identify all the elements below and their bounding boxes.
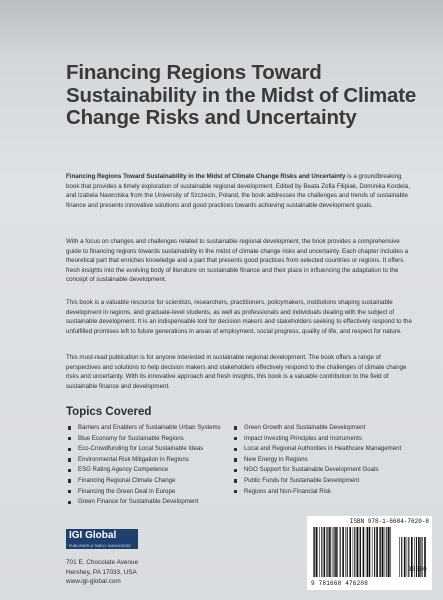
- isbn-label: ISBN 978-1-6684-7620-8: [349, 518, 429, 525]
- barcode-bar: [327, 527, 328, 577]
- barcode-bar: [332, 527, 333, 577]
- barcode-bar: [314, 527, 315, 577]
- topics-list-right: [232, 423, 417, 497]
- barcode-bar: [324, 527, 326, 577]
- barcode-bar: [385, 527, 386, 577]
- topics-list-left: [66, 423, 226, 508]
- barcode-bar: [386, 527, 387, 577]
- topic-item: Financing Regional Climate Change: [66, 476, 226, 487]
- book-title: Financing Regions Toward Sustainability in the Midst of Climate Change Risks and Uncertainty: [66, 61, 417, 129]
- price-code: 90000: [407, 566, 427, 573]
- topic-item: NGO Support for Sustainable Development Goals: [232, 465, 417, 476]
- topic-item: Green Finance for Sustainable Development: [66, 497, 226, 508]
- barcode-bar: [345, 527, 346, 577]
- topic-item: Financing the Green Deal in Europe: [66, 487, 226, 498]
- logo-wordmark: IGI Global: [66, 529, 138, 543]
- barcode-bar: [363, 527, 365, 577]
- barcode-bar: [354, 527, 355, 577]
- topic-item: Public Funds for Sustainable Development: [232, 476, 417, 487]
- barcode-bar: [316, 527, 318, 577]
- barcode-digits: [311, 566, 429, 588]
- barcode-bar: [360, 527, 361, 577]
- publisher-website: www.igi-global.com: [66, 578, 121, 586]
- barcode-bar: [349, 527, 351, 577]
- publisher-address: [66, 558, 138, 587]
- barcode-bar: [326, 527, 327, 577]
- barcode-bar: [337, 527, 338, 577]
- barcode-bar: [399, 537, 400, 577]
- topic-item: Impact Investing Principles and Instruments: [232, 434, 417, 445]
- barcode-bar: [376, 527, 378, 577]
- topic-item: Blue Economy for Sustainable Regions: [66, 434, 226, 445]
- barcode-digits-main: 9 781668 476208: [311, 580, 369, 587]
- barcode-bar: [357, 527, 359, 577]
- barcode-bar: [367, 527, 368, 577]
- barcode-bar: [380, 527, 381, 577]
- barcode-bar: [321, 527, 322, 577]
- description-paragraph-1-text: is a groundbreaking book that provides a timely exploration of sustainable regional development. Edited by Beata Zofia Filipiak, Dominika Kordela, and Izabela Nawrolska from the University of Szczecin, Poland, the book addresses the challenges and trends of sustainable finance and presents innovative solutions and good practices towards achieving sustainable development goals.: [66, 173, 410, 209]
- barcode-bar: [353, 527, 354, 577]
- description-paragraph-4: This must-read publication is for anyone interested in sustainable regional development. The book offers a range of perspectives and solutions to help decision makers and stakeholders effectively respond to the challenges of climate change risks and uncertainty. With its innovative approach and fresh insights, this book is a valuable contribution to the field of sustainable finance and development.: [66, 354, 407, 390]
- barcode-bar: [374, 527, 375, 577]
- barcode-bar: [342, 527, 344, 577]
- address-street: 701 E. Chocolate Avenue: [66, 559, 139, 566]
- barcode-bar: [388, 527, 390, 577]
- barcode-bar: [369, 527, 371, 577]
- barcode-bar: [319, 527, 320, 577]
- barcode-bar: [347, 527, 348, 577]
- topic-item: New Energy in Regions: [232, 455, 417, 466]
- barcode-bar: [401, 537, 402, 577]
- publisher-logo: [66, 529, 138, 551]
- barcode-bar: [329, 527, 331, 577]
- topic-item: Eco-Crowdfunding for Local Sustainable Ideas: [66, 444, 226, 455]
- barcode-bar: [372, 527, 373, 577]
- description-paragraph-3: This book is a valuable resource for scientists, researchers, practitioners, policymakers, institutions shaping sustainable development in regions, and graduate-level students, as well as professionals and individuals dealing with the subject of sustainable development. It is an indispensable tool for decision makers and stakeholders seeking to effectively respond to the unfulfilled promises left to future generations in areas of employment, social progress, quality of life, and respect for nature.: [66, 299, 412, 335]
- barcode-bar: [313, 527, 314, 577]
- topic-item: ESG Rating Agency Competence: [66, 465, 226, 476]
- topic-item: Regions and Non-Financial Risk: [232, 487, 417, 498]
- topics-heading: Topics Covered: [66, 406, 152, 418]
- address-city: Hershey, PA 17033, USA: [66, 568, 137, 576]
- description-paragraph-2: With a focus on changes and challenges related to sustainable regional development, the book provides a comprehensive guide to financing regions towards sustainability in the midst of climate change risks and uncertainty. Each chapter includes a theoretical part that enriches knowledge and a part that presents good practices from selected countries or regions. It offers fresh insights into the evolving body of literature on sustainable finance and their place in influencing the adaptation to the concept of sustainable development.: [66, 238, 409, 284]
- isbn-barcode: [307, 516, 432, 590]
- logo-tagline: PUBLISHER of TIMELY KNOWLEDGE: [66, 543, 138, 549]
- barcode-bar: [334, 527, 335, 577]
- barcode-bar: [379, 527, 380, 577]
- topic-item: Environmental Risk Mitigation in Regions: [66, 455, 226, 466]
- barcode-bar: [404, 537, 406, 577]
- barcode-bar: [366, 527, 367, 577]
- topic-item: Green Growth and Sustainable Development: [232, 423, 417, 434]
- barcode-bar: [382, 527, 384, 577]
- topic-item: Local and Regional Authorities in Healthcare Management: [232, 444, 417, 455]
- barcode-bar: [340, 527, 341, 577]
- barcode-bar: [390, 527, 391, 577]
- barcode-bar: [359, 527, 360, 577]
- topic-item: Barriers and Enablers of Sustainable Urban Systems: [66, 423, 226, 434]
- description-bold-title: Financing Regions Toward Sustainability in the Midst of Climate Change Risks and Uncertainty: [66, 173, 346, 180]
- description-paragraph-1: [66, 172, 416, 210]
- barcode-bar: [335, 527, 337, 577]
